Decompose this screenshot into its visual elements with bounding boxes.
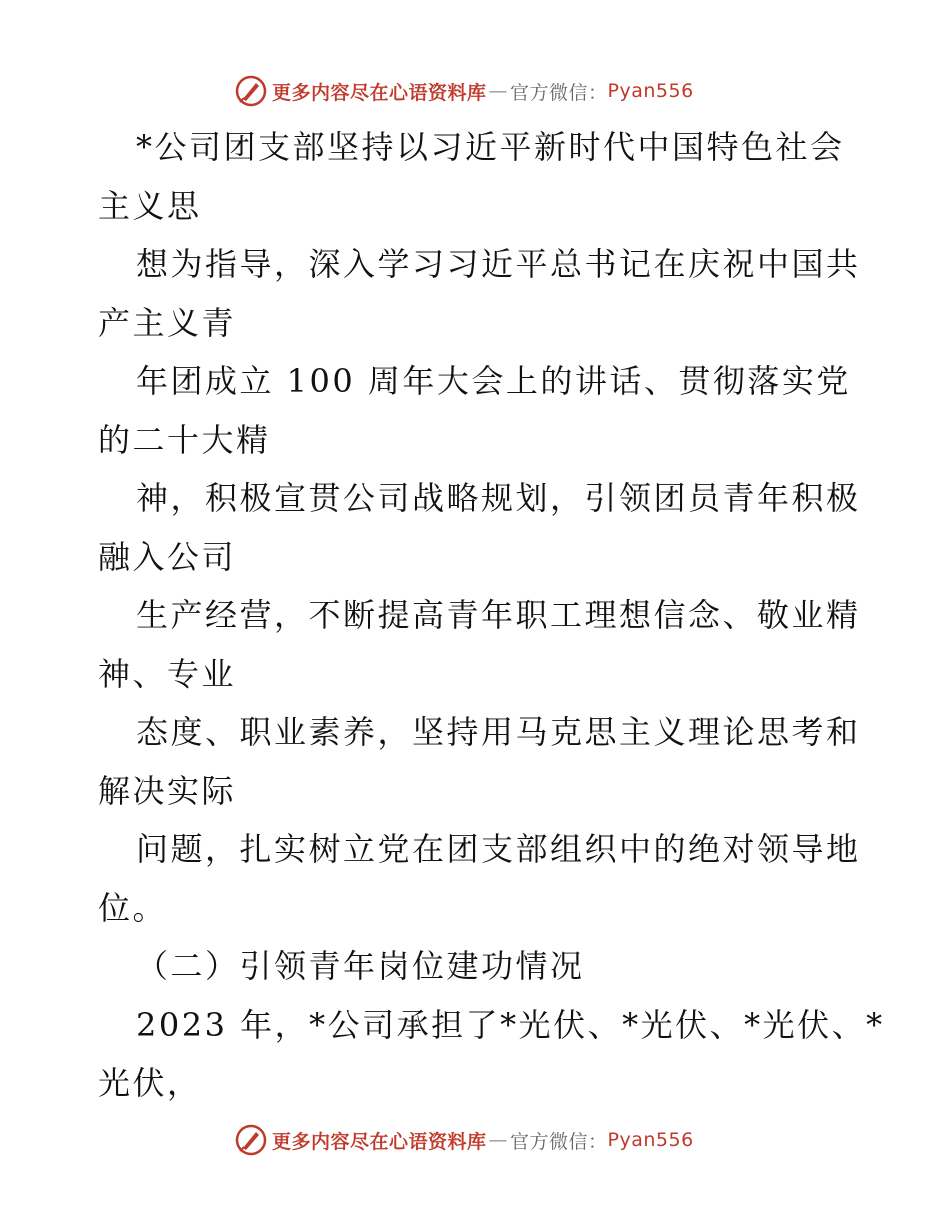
quill-pen-logo-icon: [234, 1123, 268, 1157]
watermark-wechat-label: 官方微信：: [510, 81, 608, 104]
text-line: 年团成立 100 周年大会上的讲话、贯彻落实党: [136, 362, 851, 400]
text-line: 态度、职业素养，坚持用马克思主义理论思考和: [136, 713, 861, 751]
text-line: *公司团支部坚持以习近平新时代中国特色社会: [136, 128, 845, 166]
section-heading: （二）引领青年岗位建功情况: [136, 947, 585, 985]
text-line: 问题，扎实树立党在团支部组织中的绝对领导地: [136, 830, 861, 868]
document-body: [98, 118, 885, 1113]
text-line: 融入公司: [98, 537, 237, 576]
text-line: 想为指导，深入学习习近平总书记在庆祝中国共: [136, 245, 861, 283]
watermark-separator: —: [488, 80, 509, 102]
text-line: 神、专业: [98, 654, 237, 693]
quill-pen-logo-icon: [234, 74, 268, 108]
watermark-brand: 更多内容尽在心语资料库: [272, 81, 487, 104]
watermark-footer: [234, 1121, 754, 1159]
text-line: 2023 年，*公司承担了*光伏、*光伏、*光伏、*: [136, 1005, 885, 1044]
watermark-separator: —: [488, 1129, 509, 1151]
text-line: 位。: [98, 888, 168, 927]
watermark-wechat-label: 官方微信：: [510, 1130, 608, 1153]
watermark-header: [234, 72, 754, 110]
watermark-wechat-id: Pyan556: [607, 1129, 694, 1151]
text-line: 解决实际: [98, 771, 237, 810]
watermark-brand: 更多内容尽在心语资料库: [272, 1130, 487, 1153]
text-line: 生产经营，不断提高青年职工理想信念、敬业精: [136, 596, 861, 634]
text-line: 神，积极宣贯公司战略规划，引领团员青年积极: [136, 479, 861, 517]
text-line: 产主义青: [98, 303, 237, 342]
text-line: 光伏，: [98, 1064, 202, 1102]
text-line: 的二十大精: [98, 420, 271, 459]
text-line: 主义思: [98, 186, 202, 225]
watermark-wechat-id: Pyan556: [607, 80, 694, 102]
